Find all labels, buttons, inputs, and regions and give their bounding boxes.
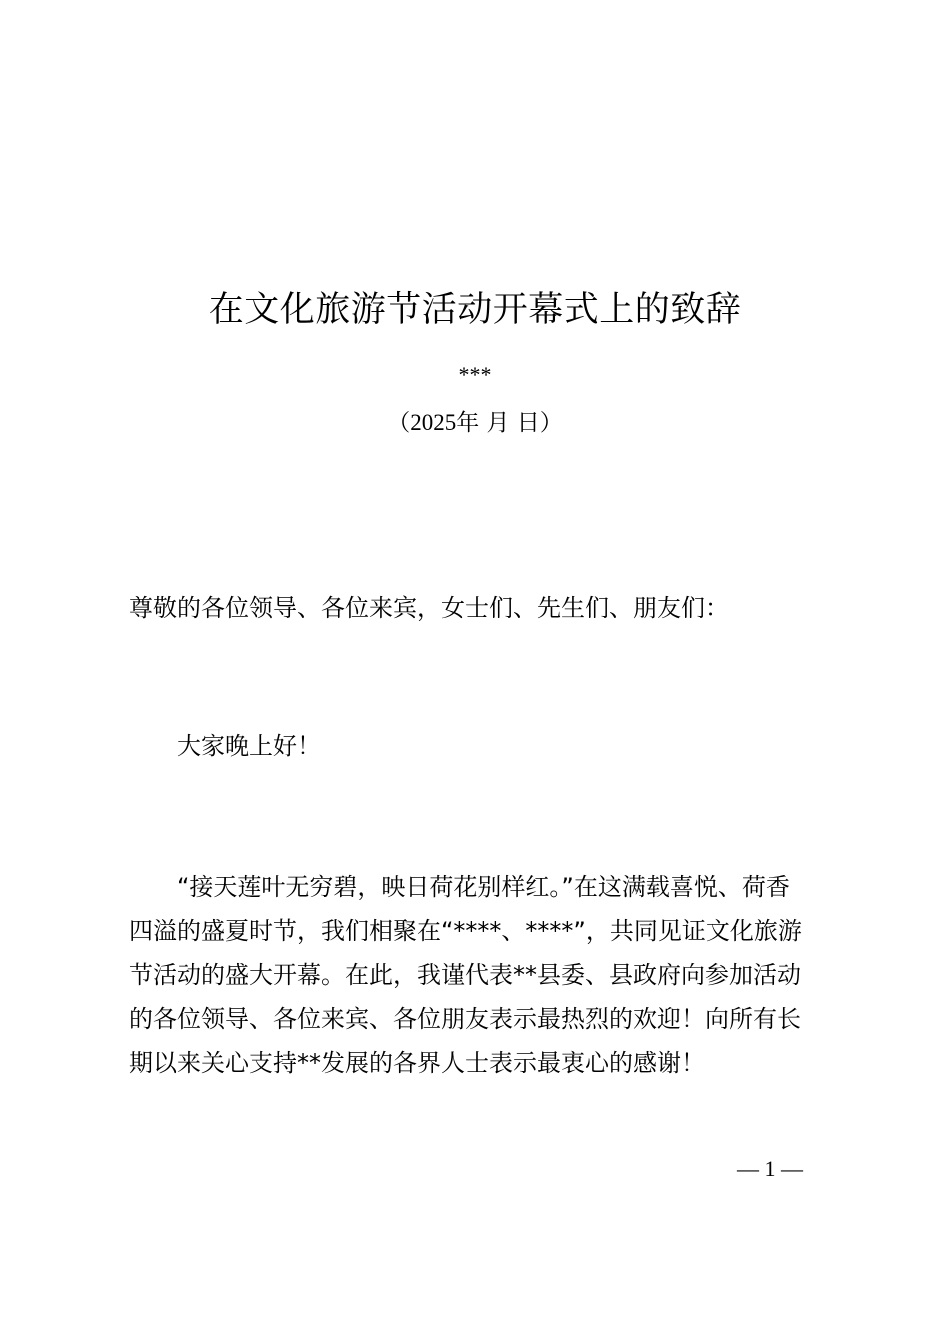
date-year: 2025 [410, 410, 457, 435]
date-open-paren: （ [387, 410, 411, 436]
paragraph-line: “接天莲叶无穷碧，映日荷花别样红。”在这满载喜悦、荷香 [177, 873, 790, 901]
paragraph-line: 节活动的盛大开幕。在此，我谨代表**县委、县政府向参加活动 [129, 961, 801, 989]
document-title: 在文化旅游节活动开幕式上的致辞 [208, 290, 742, 330]
date-rest: 年 月 日） [456, 410, 563, 436]
page-number: — 1 — [737, 1156, 803, 1181]
author-placeholder: *** [458, 362, 492, 387]
greeting: 大家晚上好！ [177, 732, 321, 760]
paragraph-line: 四溢的盛夏时节，我们相聚在“****、****”，共同见证文化旅游 [129, 917, 802, 945]
body-paragraph [129, 865, 849, 1085]
paragraph-line: 期以来关心支持**发展的各界人士表示最衷心的感谢！ [129, 1049, 705, 1077]
paragraph-line: 的各位领导、各位来宾、各位朋友表示最热烈的欢迎！向所有长 [129, 1005, 801, 1033]
date-line [0, 406, 950, 440]
salutation: 尊敬的各位领导、各位来宾，女士们、先生们、朋友们： [129, 594, 729, 622]
